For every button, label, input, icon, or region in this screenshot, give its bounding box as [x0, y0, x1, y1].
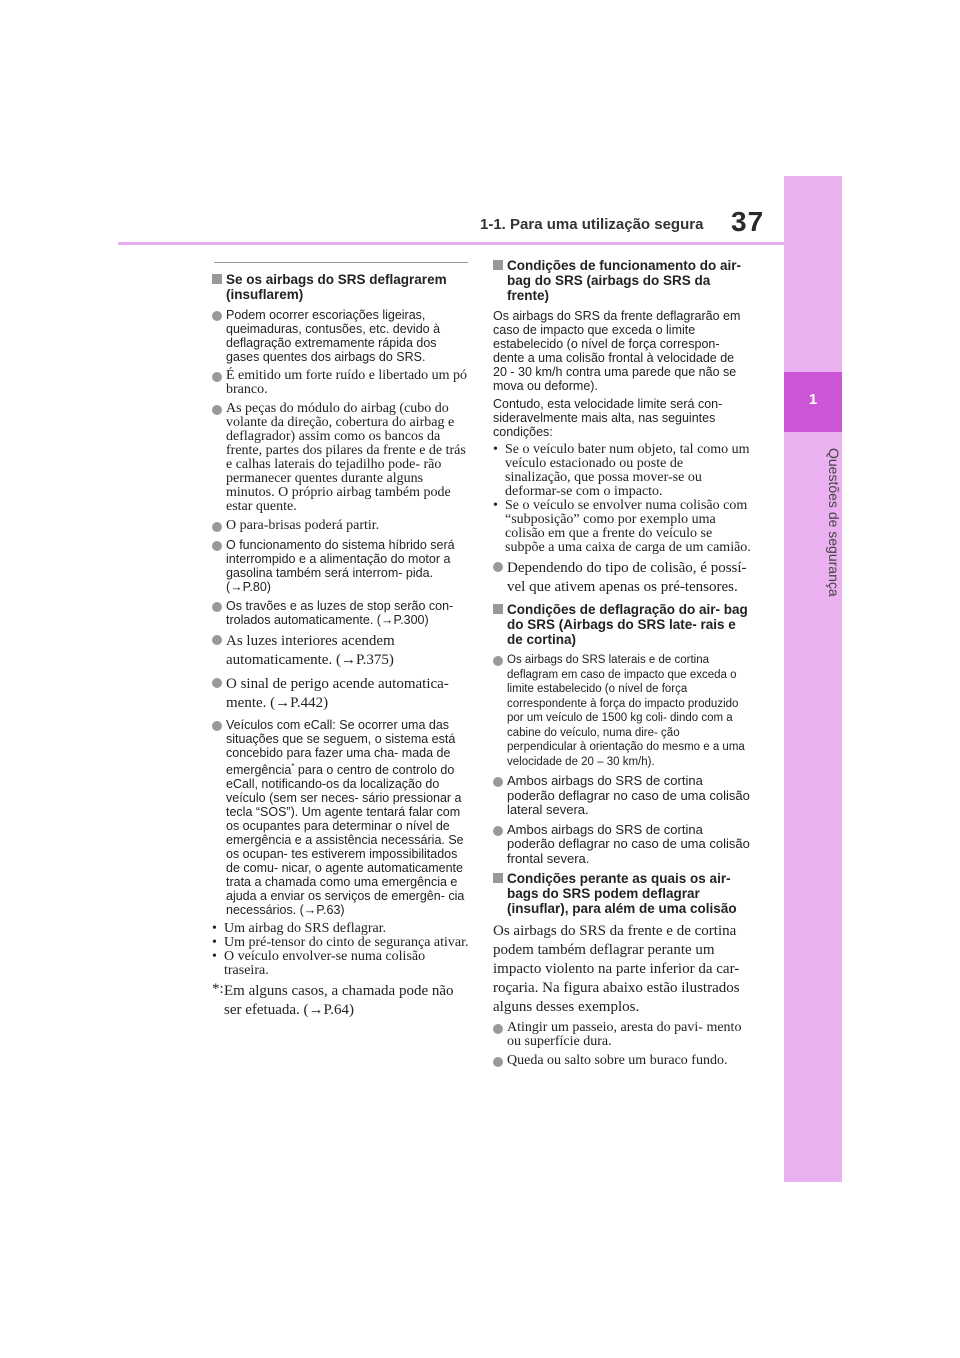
list-item — [212, 538, 472, 594]
round-bullet-icon — [212, 678, 222, 688]
sub-item-text: Um airbag do SRS deflagrar. — [224, 921, 387, 937]
square-bullet-icon — [493, 604, 503, 614]
sub-item-text: Se o veículo se envolver numa colisão com “subposição” como por exemplo uma colisão em que a frente do veículo se subpõe a uma caixa de carga de um camião. — [505, 498, 751, 555]
column-rule — [214, 262, 468, 263]
item-text: Os airbags do SRS laterais e de cortina deflagram em caso de impacto que exceda o limite estabelecido (o nível de força correspondente à força do impacto produzido por um veículo de 1500 kg coli- dindo com a cabine do veículo, numa dire- ção perpendicular à orientação do mesmo e a uma velocidade de 20 – 30 km/h). — [507, 654, 745, 768]
list-item — [212, 308, 472, 364]
list-item — [212, 632, 472, 670]
section-heading — [493, 258, 751, 303]
list-item — [493, 559, 751, 597]
item-text: É emitido um forte ruído e libertado um pó branco. — [226, 368, 468, 397]
list-item — [212, 718, 472, 917]
list-item — [212, 402, 472, 514]
sub-item-text: O veículo envolver-se numa colisão traseira. — [224, 949, 426, 979]
sub-item: • Um pré-tensor do cinto de segurança ativar. — [212, 935, 469, 951]
paragraph: Os airbags do SRS da frente e de cortina podem também deflagrar perante um impacto violento na parte inferior da car- roçaria. Na figura abaixo estão ilustrados alguns desses exemplos. — [493, 923, 740, 1015]
list-item — [493, 1021, 751, 1049]
list-item — [493, 1054, 751, 1068]
footnote-marker: * — [291, 762, 295, 771]
sub-item-text: Um pré-tensor do cinto de segurança ativar. — [224, 935, 469, 951]
side-tab-band — [784, 176, 842, 1182]
item-text: O funcionamento do sistema híbrido será interrompido e a alimentação do motor a gasolina também será interrom- pida. (→P.80) — [226, 538, 455, 594]
section-heading — [493, 871, 751, 916]
list-item — [493, 774, 751, 818]
round-bullet-icon — [493, 777, 503, 787]
round-bullet-icon — [212, 721, 222, 731]
item-text: Queda ou salto sobre um buraco fundo. — [507, 1053, 728, 1068]
list-item — [212, 369, 472, 397]
round-bullet-icon — [212, 541, 222, 551]
round-bullet-icon — [493, 656, 503, 666]
item-text: As peças do módulo do airbag (cubo do volante da direção, cobertura do airbag e deflagrador) assim como os bancos da frente, partes dos pilares da frente e de trás e calhas laterais do tejadilho pode- rão permanecer quentes durante alguns minutos. O próprio airbag também pode estar quente. — [226, 401, 466, 514]
chapter-label: Questões de segurança — [826, 447, 842, 597]
paragraph: Os airbags do SRS da frente deflagrarão em caso de impacto que exceda o limite estabelecido (o nível de força correspon- dente a uma colisão frontal à velocidade de 20 - 30 km/h contra uma parede que não se mova ou deforme). — [493, 309, 741, 393]
round-bullet-icon — [493, 1024, 503, 1034]
sub-item-text: Se o veículo bater num objeto, tal como um veículo estacionado ou poste de sinalização, que possa mover-se ou deformar-se com o impacto. — [505, 442, 750, 499]
chapter-number: 1 — [808, 391, 818, 408]
round-bullet-icon — [212, 311, 222, 321]
item-text: Os travões e as luzes de stop serão con- trolados automaticamente. (→P.300) — [226, 599, 454, 627]
round-bullet-icon — [212, 635, 222, 645]
list-item — [212, 519, 472, 533]
heading-text: Se os airbags do SRS deflagrarem (insuflarem) — [226, 272, 447, 302]
item-text: O para-brisas poderá partir. — [226, 518, 380, 533]
heading-text: Condições perante as quais os air- bags do SRS podem deflagrar (insuflar), para além de uma colisão — [507, 871, 737, 916]
item-text: Dependendo do tipo de colisão, é possí- vel que ativem apenas os pré-tensores. — [507, 560, 747, 595]
list-item — [212, 599, 472, 627]
item-text: Podem ocorrer escoriações ligeiras, queimaduras, contusões, etc. devido à deflagração extremamente rápida dos gases quentes dos airbags do SRS. — [226, 308, 441, 364]
round-bullet-icon — [493, 562, 503, 572]
paragraph: Contudo, esta velocidade limite será con- sideravelmente mais alta, nas seguintes condições: — [493, 397, 723, 439]
item-text — [226, 718, 472, 917]
round-bullet-icon — [212, 602, 222, 612]
item-text: Atingir um passeio, aresta do pavi- mento ou superfície dura. — [507, 1020, 742, 1049]
page-number: 37 — [731, 206, 765, 237]
list-item — [212, 675, 472, 713]
heading-text: Condições de funcionamento do air- bag do SRS (airbags do SRS da frente) — [507, 258, 742, 303]
round-bullet-icon — [212, 372, 222, 382]
right-column — [493, 258, 751, 1073]
square-bullet-icon — [493, 873, 503, 883]
item-text: Ambos airbags do SRS de cortina poderão deflagrar no caso de uma colisão frontal severa. — [507, 821, 750, 866]
round-bullet-icon — [212, 522, 222, 532]
footnote-text: Em alguns casos, a chamada pode não ser efetuada. (→P.64) — [224, 983, 454, 1019]
footnote — [212, 982, 472, 1020]
header-rule — [118, 242, 784, 245]
left-column — [212, 270, 472, 1020]
item-text-part: Veículos com eCall: Se ocorrer uma das situações que se seguem, o sistema está concebido para fazer uma cha- mada de emergência — [226, 718, 456, 778]
item-text: Ambos airbags do SRS de cortina poderão deflagrar no caso de uma colisão lateral severa. — [507, 773, 750, 817]
round-bullet-icon — [493, 826, 503, 836]
section-heading — [493, 602, 751, 647]
sub-item: • Se o veículo bater num objeto, tal como um veículo estacionado ou poste de sinalização, que possa mover-se ou deformar-se com o impacto. — [493, 442, 750, 499]
square-bullet-icon — [493, 260, 503, 270]
item-text: As luzes interiores acendem automaticamente. (→P.375) — [226, 633, 395, 668]
square-bullet-icon — [212, 274, 222, 284]
list-item — [493, 653, 751, 769]
sub-item: • Se o veículo se envolver numa colisão com “subposição” como por exemplo uma colisão em que a frente do veículo se subpõe a uma caixa de carga de um camião. — [493, 498, 751, 555]
section-title: 1-1. Para uma utilização segura — [480, 216, 704, 233]
sub-item: • O veículo envolver-se numa colisão traseira. — [212, 949, 426, 979]
round-bullet-icon — [493, 1057, 503, 1067]
item-text: O sinal de perigo acende automatica- mente. (→P.442) — [226, 676, 449, 711]
list-item — [493, 823, 751, 867]
round-bullet-icon — [212, 405, 222, 415]
section-heading — [212, 272, 472, 302]
heading-text: Condições de deflagração do air- bag do SRS (Airbags do SRS late- rais e de cortina) — [507, 602, 748, 647]
item-text-part: para o centro de controlo do eCall, notificando-os da localização do veículo (sem ser neces- sário pressionar a tecla “SOS”). Um agente tentará falar com os ocupantes para determinar o nível de emergência e a assistência necessária. Se os ocupan- tes estiverem impossibilitados de comu- nicar, o agente automaticamente trata a chamada como uma emergência e ajuda a enviar os serviços de emergên- cia necessários. (→P.63) — [226, 763, 465, 918]
sub-item: • Um airbag do SRS deflagrar. — [212, 921, 387, 937]
footnote-marker: *: — [212, 981, 224, 998]
chapter-tab[interactable] — [784, 372, 842, 432]
